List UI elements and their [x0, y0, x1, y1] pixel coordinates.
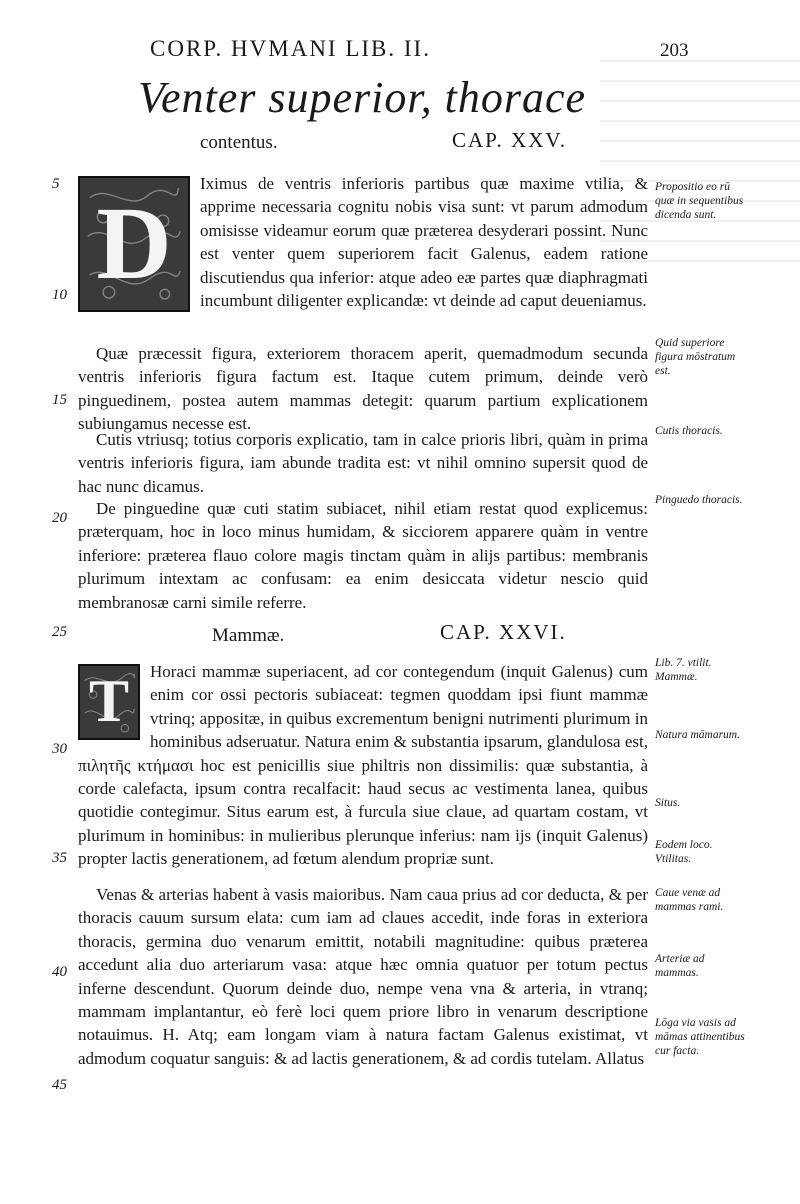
paragraph: De pinguedine quæ cuti statim subiacet, nihil etiam restat quod explicemus: præterquam, hoc in loco minus humidam, & sicciorem apparere quàm in ventre inferiore: præterea flauo colore magis tinctam quàm in alijs partibus: membranis plurimum intextam ac confusam: ea enim desiccata videtur nescio quid membranosæ carni simile referre.: [78, 499, 648, 612]
chapter-subtitle: contentus.: [200, 132, 278, 153]
line-number: 20: [52, 510, 67, 526]
decorated-initial-t: [78, 664, 140, 740]
paragraph: T Horaci mammæ superiacent, ad cor contegendum (inquit Galenus) cum enim cor ossi pectoris subiaceat: tegmen quoddam ipsi fiunt mammæ vtrinq; appositæ, in quibus excrementum benigni nutrimenti plurimum in hominibus adseruatur. Natura enim & substantia ipsarum, glandulosa est, πιλητῆς κτήμασι hoc est penicillis siue philtris non dissimilis: quæ substantia, à corde calefacta, ipsum contra recalfacit: haud secus ac vestimenta lanea, quibus quotidie contegimur. Situs earum est, à furcula siue claue, ad quartam costam, vt plurimum in hominibus: in mulieribus plerunque inferius: nam ijs (inquit Galenus) propter lactis generationem, ad fœtum alendum propriæ sunt.: [78, 662, 648, 869]
line-number: 10: [52, 287, 67, 303]
margin-note: Lōga via vasis ad māmas attinentibus cur facta.: [655, 1017, 745, 1057]
margin-note: Propositio eo rū quæ in sequentibus dicenda sunt.: [655, 181, 744, 221]
margin-note: Situs.: [655, 797, 681, 809]
margin-note: Quid superiore figura mōstratum est.: [655, 337, 736, 377]
chapter-title: Venter superior, thorace: [138, 73, 587, 122]
margin-note: Arteriæ ad mammas.: [655, 953, 705, 979]
line-number: 5: [52, 176, 60, 192]
paragraph: D Iximus de ventris inferioris partibus quæ maxime vtilia, & apprime necessaria cognitu nobis visa sunt: vt parum admodum omisisse videamur eorum quæ præterea desyderari possint. Nunc est venter quem superiorem facit Galenus, eadem ratione discutiendus qua inferior: atque adeo eæ partes quæ diaphragmati incumbunt diligenter explicandæ: vt deinde ad caput deueniamus.: [78, 172, 648, 314]
margin-note: Eodem loco. Vtilitas.: [655, 839, 713, 865]
running-title: CORP. HVMANI LIB. II.: [150, 36, 431, 61]
page-number: 203: [660, 40, 689, 61]
margin-note: Natura māmarum.: [655, 729, 740, 741]
initial-letter: T: [88, 668, 130, 735]
margin-note: Lib. 7. vtilit. Mammæ.: [655, 657, 712, 683]
chapter-subtitle: Mammæ.: [212, 625, 285, 646]
line-number: 25: [52, 624, 67, 640]
margin-note: Cutis thoracis.: [655, 425, 723, 437]
line-number: 45: [52, 1077, 67, 1093]
margin-note: Caue venæ ad mammas rami.: [655, 887, 724, 913]
initial-letter: D: [96, 186, 172, 302]
decorated-initial-d: [78, 176, 190, 312]
line-number: 15: [52, 392, 67, 408]
paragraph: Cutis vtriusq; totius corporis explicatio, tam in calce prioris libri, quàm in prima ventris inferioris figura, iam abunde tradita est: vt nihil omnino supersit quod de hac nunc dicamus.: [78, 430, 648, 496]
line-number: 30: [52, 741, 67, 757]
line-number: 40: [52, 964, 67, 980]
line-number: 35: [52, 850, 67, 866]
margin-note: Pinguedo thoracis.: [655, 494, 743, 506]
chapter-number: CAP. XXVI.: [440, 620, 567, 644]
paragraph: Quæ præcessit figura, exteriorem thoracem aperit, quemadmodum secunda ventris inferioris figura factum est. Itaque cutem primum, deinde verò pinguedinem, postea autem mammas detegit: quarum partium explicationem subiungamus necesse est.: [78, 344, 648, 434]
paragraph: Venas & arterias habent à vasis maioribus. Nam caua prius ad cor deducta, & per thoracis cauum sursum elata: cum iam ad claues accedit, inde foras in exteriora thoracis, germina duo venarum emittit, notabili magnitudine: quibus præterea accedunt alia duo arteriarum vasa: atque hæc omnia quatuor per totum pectus inferne descendunt. Quorum deinde duo, nempe vena vna & arteria, in vtranq; mammam implantantur, eò ferè loci quem priore libro in venarum descriptione notauimus. H. Atq; eam longam viam à natura factam Galenus existimat, vt admodum coquatur sanguis: & ad lactis generationem, & ad cordis tutelam. Allatus: [78, 885, 648, 1068]
chapter-number: CAP. XXV.: [452, 128, 568, 152]
